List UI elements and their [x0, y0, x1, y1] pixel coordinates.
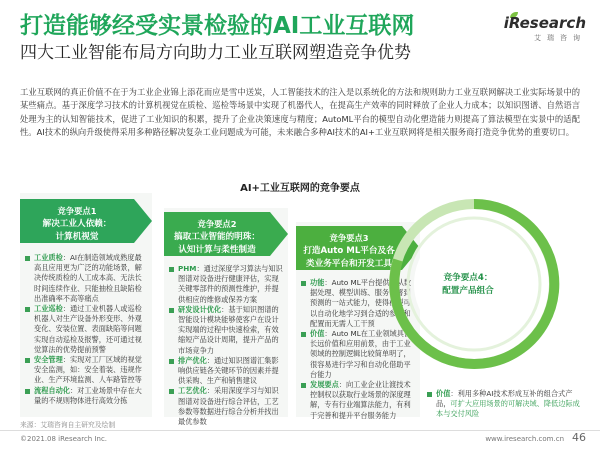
point-4-value [427, 389, 585, 420]
page-title: 打造能够经受实景检验的AI工业互联网 [20, 13, 415, 39]
list-item: 价值：Auto ML在工业领域具备长远价值和应用前景，由于工业领域的控制逻辑比较简单明了，很容易进行学习和自动化借助平台能力 [301, 329, 415, 380]
list-item: 工业巡检：通过工业机器人或巡检机器人对生产设备外形变形、外观变化、安装位置、表面缺陷等问题实现自动巡检及报警，还可通过视觉算法的优势提前预警 [25, 304, 147, 355]
card-1-tag: 竞争要点1 [57, 206, 97, 216]
list-item: 安全管理：实现对工厂区域的视觉安全监测，如：安全着装、违规作业、生产环境监测、人车路管控等 [25, 355, 147, 386]
card-2-tag: 竞争要点2 [197, 219, 237, 229]
list-item: 流程自动化：对工业场景中存在大量的不规则物体进行高效分拣 [25, 386, 147, 406]
copyright: ©2021.08 iResearch Inc. [20, 435, 108, 443]
list-item: 工艺优化：采用深度学习与知识图谱对设备进行综合评估，工艺参数等数据进行综合分析并找出最优参数 [169, 386, 283, 427]
section-title: AI+工业互联网的竞争要点 [240, 183, 360, 194]
footer-divider [0, 430, 600, 431]
logo-cn: 艾瑞咨询 [534, 34, 586, 42]
card-point-2 [164, 208, 288, 427]
list-item: 排产优化：通过知识图谱汇集影响供应链各关键环节的因素并提供采购、生产和销售建议 [169, 356, 283, 387]
card-2-bullets [169, 264, 283, 427]
list-item: PHM：通过深度学习算法与知识图谱对设备进行健康评估，实现关键零部件的预测性维护，并提供相应的维修或保养方案 [169, 264, 283, 305]
card-3-heading-line2: 类业务平台和开发工具 [306, 259, 392, 269]
logo-brand: iResearch [503, 14, 586, 32]
card-2-header [164, 212, 270, 258]
card-2-heading-line2: 认知计算与柔性制造 [178, 245, 256, 255]
card-point-1 [20, 193, 152, 417]
list-item: 功能：Auto ML平台提供了从数据处理、模型训练、服务部署到预测的一站式能力，使得模型可以自动化地学习到合适的参数和配置而无需人工干预 [301, 278, 415, 329]
website-link[interactable]: www.iresearch.com.cn [485, 435, 564, 443]
list-item: 工业质检：AI在制造领域成熟度最高且应用更为广泛的功能场景，解决传统质检的人工成本高、无法长时间连续作业、只能抽检且缺陷检出准确率不高等痛点 [25, 253, 147, 304]
iresearch-logo [486, 14, 586, 46]
page-number: 46 [572, 431, 586, 444]
card-1-heading-line2: 计算机视觉 [55, 232, 99, 242]
page-subtitle: 四大工业智能布局方向助力工业互联网塑造竞争优势 [20, 43, 411, 63]
point-4-label [425, 272, 511, 298]
card-2-heading-line1: 搞取工业智能的明珠： [174, 232, 260, 242]
point-4-label-line1: 竞争要点4： [443, 273, 493, 283]
point-4-label-line2: 配置产品组合 [442, 286, 494, 296]
intro-paragraph: 工业互联网的真正价值不在于为工业企业锦上添花而应是雪中送炭，人工智能技术的注入是以系统化的方法和规则助力工业互联网解决工业实际场景中的某些痛点。基于深度学习技术的计算机视觉在质检、巡检等场景中实现了机器代人，在提高生产效率的同时释放了企业人力成本；以知识图谱、自然语言处理为主的认知智能技术，促进了工业知识的积累，提升了企业决策速度与精度；AutoML平台的模型自动化塑造能力则提高了算法模型在实景中的适配性。AI技术的纵向升级使得采用多种路径解决复杂工业问题成为可能，未来融合多种AI技术的AI+工业互联网将是相关服务商打造竞争优势的重要切口。 [20, 87, 580, 138]
list-item: 研发设计优化：基于知识图谱的智能设计模块能够使客户在设计实现端的过程中快速检索，有效缩短产品设计周期，提升产品的市场竞争力 [169, 305, 283, 356]
card-1-heading-line1: 解决工业人依赖： [42, 219, 112, 229]
list-item: 发展要点：向工业企业让渡技术控制权以获取行业场景的深度理解，专有行业端算法能力，有利于完善和提升平台服务能力 [301, 380, 415, 421]
card-1-header [20, 199, 134, 245]
card-3-header [296, 226, 402, 272]
card-3-heading-line1: 打造Auto ML平台及各 [303, 246, 395, 256]
card-3-tag: 竞争要点3 [329, 233, 369, 243]
source-note: 来源：艾瑞咨询自主研究及绘制 [20, 421, 116, 429]
card-1-bullets [25, 253, 147, 406]
list-item: 价值：利用多种AI技术形成互补的组合式产品，可扩大应用场景的可解决域、降低边际成本与交付风险 [427, 389, 585, 420]
